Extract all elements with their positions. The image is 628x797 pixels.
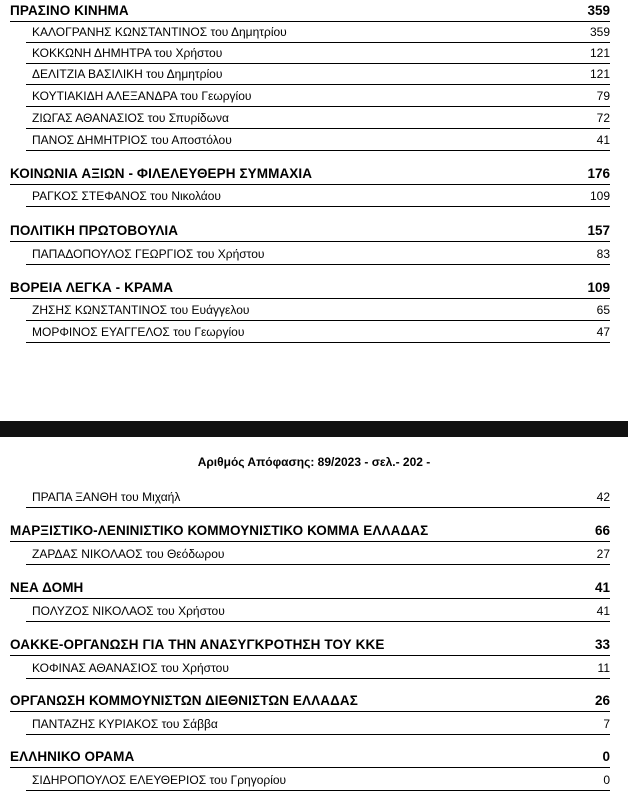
candidate-votes: 121 [589,46,610,60]
party-votes: 176 [587,166,610,181]
candidate-votes: 41 [596,604,610,618]
candidate-votes: 359 [589,25,610,39]
party-row [10,0,610,22]
party-votes: 109 [587,280,610,295]
candidate-votes: 109 [589,189,610,203]
candidate-votes: 121 [589,67,610,81]
candidate-votes: 11 [597,661,610,675]
party-row [10,577,610,599]
party-name: ΚΟΙΝΩΝΙΑ ΑΞΙΩΝ - ΦΙΛΕΛΕΥΘΕΡΗ ΣΥΜΜΑΧΙΑ [10,166,313,181]
candidate-row [26,64,610,85]
candidate-name: ΚΟΚΚΩΝΗ ΔΗΜΗΤΡΑ του Χρήστου [32,46,223,60]
candidate-votes: 42 [596,490,610,504]
candidate-name: ΠΑΝΤΑΖΗΣ ΚΥΡΙΑΚΟΣ του Σάββα [32,717,218,731]
candidate-votes: 79 [596,89,610,103]
candidate-row [26,43,610,64]
party-votes: 359 [587,3,610,18]
party-name: ΒΟΡΕΙΑ ΛΕΓΚΑ - ΚΡΑΜΑ [10,280,174,295]
party-votes: 157 [587,223,610,238]
candidate-row [26,130,610,151]
candidate-name: ΣΙΔΗΡΟΠΟΥΛΟΣ ΕΛΕΥΘΕΡΙΟΣ του Γρηγορίου [32,773,287,787]
candidate-row [26,658,610,679]
candidate-votes: 72 [596,111,610,125]
candidate-name: ΡΑΓΚΟΣ ΣΤΕΦΑΝΟΣ του Νικολάου [32,189,221,203]
results-page-bottom [0,437,628,797]
party-row [10,220,610,242]
party-row [10,634,610,656]
candidate-name: ΜΟΡΦΙΝΟΣ ΕΥΑΓΓΕΛΟΣ του Γεωργίου [32,325,245,339]
page-header: Αριθμός Απόφασης: 89/2023 - σελ.- 202 - [197,455,431,469]
party-row [10,690,610,712]
candidate-votes: 0 [603,773,610,787]
candidate-row [26,770,610,791]
candidate-name: ΠΑΠΑΔΟΠΟΥΛΟΣ ΓΕΩΡΓΙΟΣ του Χρήστου [32,247,265,261]
candidate-name: ΖΗΣΗΣ ΚΩΝΣΤΑΝΤΙΝΟΣ του Ευάγγελου [32,303,250,317]
candidate-name: ΠΑΝΟΣ ΔΗΜΗΤΡΙΟΣ του Αποστόλου [32,133,232,147]
candidate-row [26,22,610,43]
party-votes: 0 [602,749,610,764]
party-row [10,277,610,299]
party-votes: 41 [594,580,610,595]
candidate-row [26,86,610,107]
candidate-row [26,601,610,622]
candidate-row [26,487,610,508]
candidate-name: ΚΟΦΙΝΑΣ ΑΘΑΝΑΣΙΟΣ του Χρήστου [32,661,229,675]
candidate-row [26,244,610,265]
candidate-name: ΠΡΑΠΑ ΞΑΝΘΗ του Μιχαήλ [32,490,181,504]
candidate-votes: 7 [603,717,610,731]
candidate-name: ΠΟΛΥΖΟΣ ΝΙΚΟΛΑΟΣ του Χρήστου [32,604,225,618]
candidate-row [26,322,610,343]
candidate-name: ΖΙΩΓΑΣ ΑΘΑΝΑΣΙΟΣ του Σπυρίδωνα [32,111,229,125]
candidate-votes: 65 [596,303,610,317]
party-row [10,163,610,185]
candidate-row [26,544,610,565]
candidate-votes: 27 [596,547,610,561]
party-votes: 66 [594,523,610,538]
party-votes: 33 [594,637,610,652]
candidate-votes: 47 [596,325,610,339]
candidate-name: ΖΑΡΔΑΣ ΝΙΚΟΛΑΟΣ του Θεόδωρου [32,547,225,561]
party-name: ΟΡΓΑΝΩΣΗ ΚΟΜΜΟΥΝΙΣΤΩΝ ΔΙΕΘΝΙΣΤΩΝ ΕΛΛΑΔΑΣ [10,693,358,708]
page-divider [0,421,628,437]
party-name: ΝΕΑ ΔΟΜΗ [10,580,84,595]
candidate-row [26,300,610,321]
candidate-name: ΚΑΛΟΓΡΑΝΗΣ ΚΩΝΣΤΑΝΤΙΝΟΣ του Δημητρίου [32,25,287,39]
candidate-name: ΔΕΛΙΤΖΙΑ ΒΑΣΙΛΙΚΗ του Δημητρίου [32,67,223,81]
party-name: ΜΑΡΞΙΣΤΙΚΟ-ΛΕΝΙΝΙΣΤΙΚΟ ΚΟΜΜΟΥΝΙΣΤΙΚΟ ΚΟΜΜΑ ΕΛΛΑΔΑΣ [10,523,429,538]
candidate-votes: 83 [596,247,610,261]
party-name: ΕΛΛΗΝΙΚΟ ΟΡΑΜΑ [10,749,135,764]
candidate-row [26,714,610,735]
candidate-row [26,108,610,129]
party-row [10,520,610,542]
party-name: ΠΡΑΣΙΝΟ ΚΙΝΗΜΑ [10,3,129,18]
party-name: ΟΑΚΚΕ-ΟΡΓΑΝΩΣΗ ΓΙΑ ΤΗΝ ΑΝΑΣΥΓΚΡΟΤΗΣΗ ΤΟΥ ΚΚΕ [10,637,385,652]
candidate-row [26,186,610,207]
candidate-votes: 41 [596,133,610,147]
party-name: ΠΟΛΙΤΙΚΗ ΠΡΩΤΟΒΟΥΛΙΑ [10,223,179,238]
candidate-name: ΚΟΥΤΙΑΚΙΔΗ ΑΛΕΞΑΝΔΡΑ του Γεωργίου [32,89,252,103]
party-row [10,746,610,768]
party-votes: 26 [594,693,610,708]
